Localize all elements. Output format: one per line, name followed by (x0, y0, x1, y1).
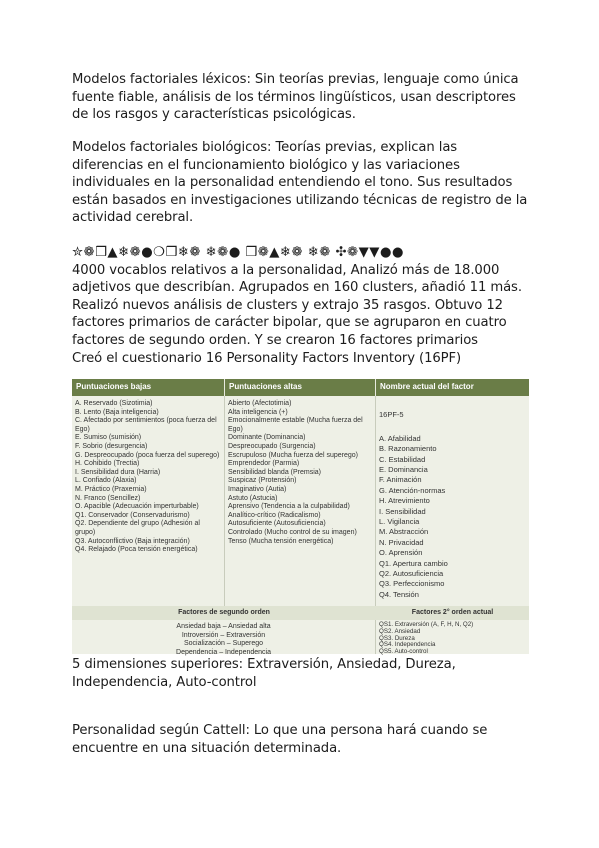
16pf-factor-table (72, 379, 529, 654)
second-order-list: Ansiedad baja – Ansiedad alta Introversión – Extraversión Socialización – Superego Dependencia – Independencia (72, 620, 376, 654)
16pf5-label: 16PF-5 (379, 409, 404, 419)
table-body-row (72, 396, 529, 606)
symbol-heading: ✮❁❒▲❄❁●❍❒❄❁ ❄❁● ❒❁▲❄❁ ❄❁ ✣❁▼▼●● (72, 245, 404, 260)
dimensions-paragraph: 5 dimensiones superiores: Extraversión, Ansiedad, Dureza, Independencia, Auto-control (72, 657, 456, 690)
second-order-row (72, 620, 529, 654)
high-scores-column: Abierto (Afectotimia) Alta inteligencia (+) Emocionalmente estable (Mucha fuerza del Ego) Dominante (Dominancia) Despreocupado (Surgencia) Escrupuloso (Mucha fuerza del superego) Emprendedor (Parmia) Sensibilidad blanda (Premsia) Suspicaz (Protensión) Imaginativo (Autia) Astuto (Astucia) Aprensivo (Tendencia a la culpabilidad) Analítico-crítico (Radicalismo) Autosuficiente (Autosuficiencia) Controlado (Mucho control de su imagen) Tenso (Mucha tensión energética) (225, 396, 376, 606)
cattell-section (72, 244, 532, 367)
table-header-row (72, 379, 529, 396)
low-scores-column: A. Reservado (Sizotimia) B. Lento (Baja inteligencia) C. Afectado por sentimientos (poca fuerza del Ego) E. Sumiso (sumisión) F. Sobrio (desurgencia) G. Despreocupado (poca fuerza del superego) H. Cohibido (Trectia) I. Sensibilidad dura (Harria) L. Confiado (Alaxia) M. Práctico (Praxernia) N. Franco (Sencillez) O. Apacible (Adecuación imperturbable) Q1. Conservador (Conservadurismo) Q2. Dependiente del grupo (Adhesión al grupo) Q3. Autoconflictivo (Baja integración) Q4. Relajado (Poca tensión energética) (72, 396, 225, 606)
second-order-header-row (72, 606, 529, 620)
header-low-scores: Puntuaciones bajas (72, 379, 225, 396)
second-order-current-title: Factores 2° orden actual (411, 609, 494, 616)
factor-name-column (376, 396, 529, 606)
questionnaire-text: Creó el cuestionario 16 Personality Factors Inventory (16PF) (72, 350, 462, 366)
second-order-current-list: QS1. Extraversión (A, F, H, N, Q2) QS2. Ansiedad QS3. Dureza QS4. Independencia QS5. Auto-control (379, 621, 474, 656)
second-order-title: Factores de segundo orden (178, 609, 270, 616)
lexical-models-paragraph: Modelos factoriales léxicos: Sin teorías previas, lenguaje como única fuente fiable, análisis de los términos lingüísticos, usan descriptores de los rasgos y características psicológicas. (72, 72, 519, 123)
factor-name-list: A. Afabilidad B. Razonamiento C. Estabilidad E. Dominancia F. Animación G. Atención-normas H. Atrevimiento I. Sensibilidad L. Vigilancia M. Abstracción N. Privacidad O. Aprensión Q1. Apertura cambio Q2. Autosuficiencia Q3. Perfeccionismo Q4. Tensión (379, 433, 448, 599)
cattell-body-text: 4000 vocablos relativos a la personalidad, Analizó más de 18.000 adjetivos que describían. Agrupados en 160 clusters, añadió 11 más. Realizó nuevos análisis de clusters y extrajo 35 rasgos. Obtuvo 12 factores primarios de carácter bipolar, que se agruparon en cuatro factores de segundo orden. Y se crearon 16 factores primarios (72, 262, 522, 348)
header-factor-name: Nombre actual del factor (380, 382, 474, 391)
header-high-scores: Puntuaciones altas (225, 379, 376, 396)
biological-models-paragraph: Modelos factoriales biológicos: Teorías previas, explican las diferencias en el funcionamiento biológico y las variaciones individuales en la personalidad entendiendo el tono. Sus resultados están basados en investigaciones utilizando técnicas de registro de la actividad cerebral. (72, 140, 528, 226)
cattell-definition-paragraph: Personalidad según Cattell: Lo que una persona hará cuando se encuentre en una situación determinada. (72, 723, 488, 756)
